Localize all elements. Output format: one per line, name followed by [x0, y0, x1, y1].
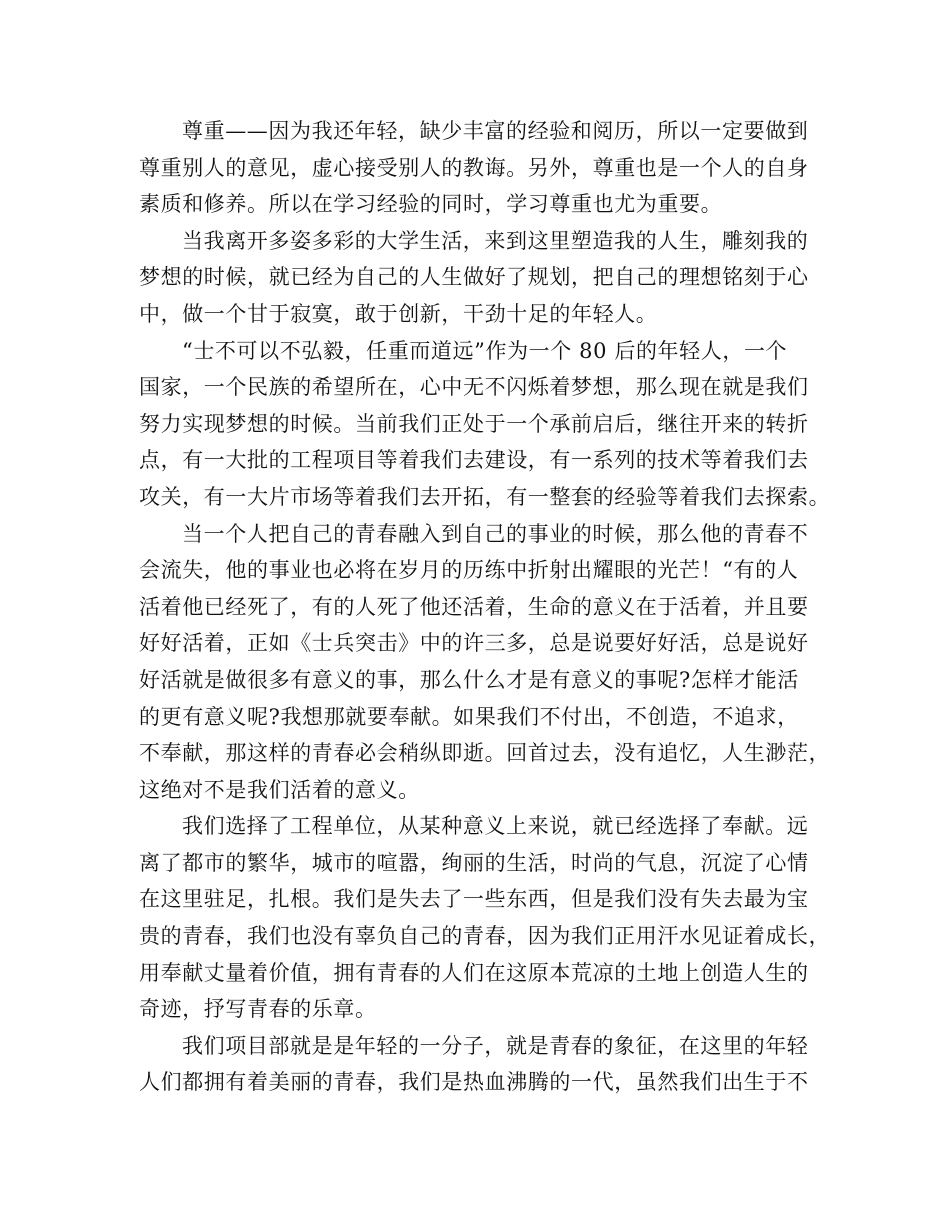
text-line: 当一个人把自己的青春融入到自己的事业的时候，那么他的青春不 [182, 521, 809, 546]
text-line: 梦想的时候，就已经为自己的人生做好了规划，把自己的理想铭刻于心 [139, 265, 809, 290]
text-line: 离了都市的繁华，城市的喧嚣，绚丽的生活，时尚的气息，沉淀了心情 [139, 850, 809, 875]
text-line: 好好活着，正如《士兵突击》中的许三多，总是说要好好活，总是说好 [139, 631, 809, 656]
text-line: 尊重别人的意见，虚心接受别人的教诲。另外，尊重也是一个人的自身 [139, 155, 809, 180]
text-line: “士不可以不弘毅，任重而道远”作为一个 80 后的年轻人，一个 [182, 338, 788, 363]
text-line: 不奉献，那这样的青春必会稍纵即逝。回首过去，没有追忆，人生渺茫， [139, 741, 831, 766]
text-line: 尊重——因为我还年轻，缺少丰富的经验和阅历，所以一定要做到 [182, 119, 809, 143]
text-line: 在这里驻足，扎根。我们是失去了一些东西，但是我们没有失去最为宝 [139, 887, 809, 912]
text-line: 这绝对不是我们活着的意义。 [139, 777, 420, 802]
text-line: 奇迹，抒写青春的乐章。 [139, 997, 377, 1022]
text-line: 素质和修养。所以在学习经验的同时，学习尊重也尤为重要。 [139, 192, 723, 217]
text-line: 用奉献丈量着价值，拥有青春的人们在这原本荒凉的土地上创造人生的 [139, 960, 809, 985]
text-line: 努力实现梦想的时候。当前我们正处于一个承前启后，继往开来的转折 [139, 411, 809, 436]
text-line: 活着他已经死了，有的人死了他还活着，生命的意义在于活着，并且要 [139, 594, 809, 619]
text-line: 人们都拥有着美丽的青春，我们是热血沸腾的一代，虽然我们出生于不 [139, 1070, 809, 1095]
text-line: 好活就是做很多有意义的事，那么什么才是有意义的事呢?怎样才能活 [139, 667, 799, 692]
document-body [139, 113, 831, 1101]
text-line: 国家，一个民族的希望所在，心中无不闪烁着梦想，那么现在就是我们 [139, 375, 809, 400]
text-line: 的更有意义呢?我想那就要奉献。如果我们不付出，不创造，不追求， [139, 704, 799, 729]
text-line: 我们选择了工程单位，从某种意义上来说，就已经选择了奉献。远 [182, 814, 809, 839]
text-line: 当我离开多姿多彩的大学生活，来到这里塑造我的人生，雕刻我的 [182, 228, 809, 253]
text-line: 攻关，有一大片市场等着我们去开拓，有一整套的经验等着我们去探索。 [139, 484, 831, 509]
text-line: 我们项目部就是是年轻的一分子，就是青春的象征，在这里的年轻 [182, 1033, 809, 1058]
text-line: 会流失，他的事业也必将在岁月的历练中折射出耀眼的光芒！“有的人 [139, 558, 799, 583]
text-line: 中，做一个甘于寂寞，敢于创新，干劲十足的年轻人。 [139, 301, 658, 326]
text-line: 贵的青春，我们也没有辜负自己的青春，因为我们正用汗水见证着成长， [139, 924, 831, 949]
text-line: 点，有一大批的工程项目等着我们去建设，有一系列的技术等着我们去 [139, 448, 809, 473]
